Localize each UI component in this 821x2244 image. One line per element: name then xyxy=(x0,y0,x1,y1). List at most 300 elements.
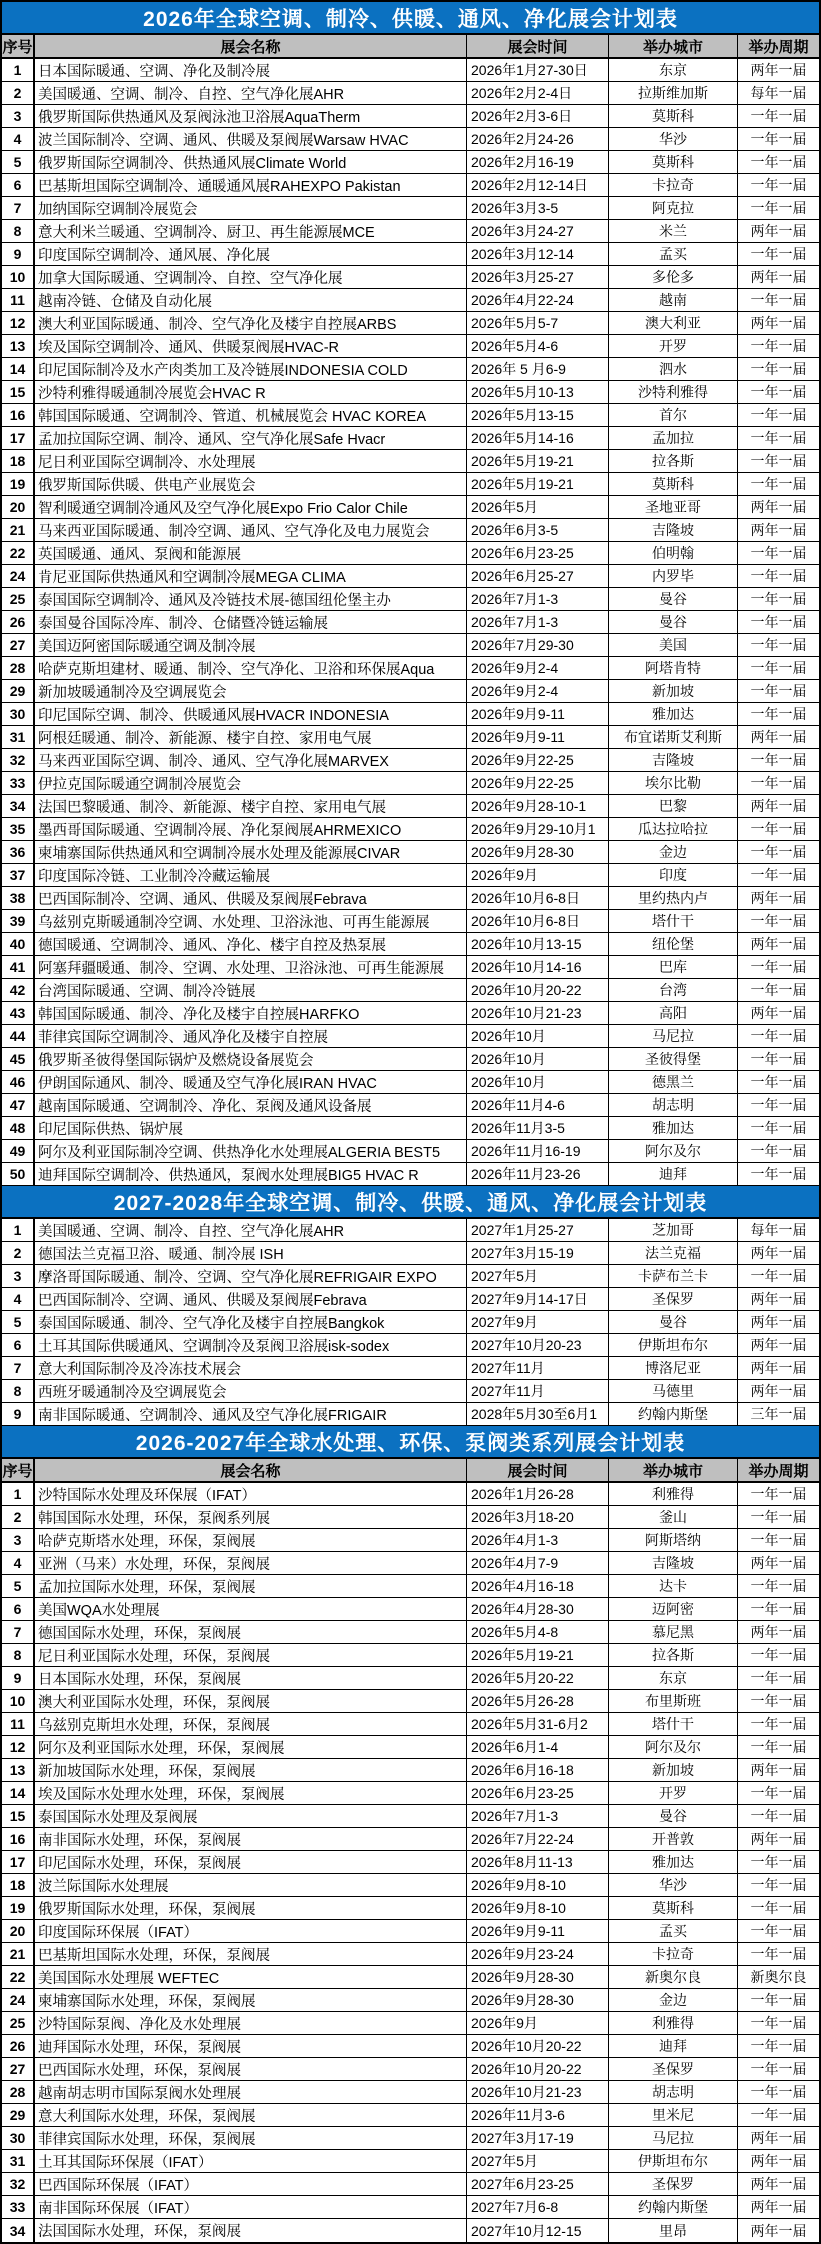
exhibition-date-cell: 2026年5月26-28 xyxy=(467,1690,609,1713)
row-number-cell: 8 xyxy=(2,220,35,243)
frequency-cell: 一年一届 xyxy=(738,749,819,772)
exhibition-date-cell: 2026年10月 xyxy=(467,1071,609,1094)
table-row xyxy=(2,1644,819,1667)
host-city-cell: 首尔 xyxy=(609,404,738,427)
row-number-cell: 4 xyxy=(2,1288,35,1311)
exhibition-name-cell: 越南胡志明市国际泵阀水处理展 xyxy=(35,2081,467,2104)
frequency-cell: 两年一届 xyxy=(738,1357,819,1380)
exhibition-date-cell: 2026年3月18-20 xyxy=(467,1506,609,1529)
exhibition-name-cell: 越南国际暖通、空调制冷、净化、泵阀及通风设备展 xyxy=(35,1094,467,1117)
frequency-cell: 一年一届 xyxy=(738,427,819,450)
exhibition-date-cell: 2026年9月 xyxy=(467,864,609,887)
table-row xyxy=(2,1002,819,1025)
exhibition-date-cell: 2027年9月14-17日 xyxy=(467,1288,609,1311)
frequency-cell: 一年一届 xyxy=(738,1989,819,2012)
host-city-cell: 曼谷 xyxy=(609,1311,738,1334)
row-number-cell: 38 xyxy=(2,887,35,910)
frequency-cell: 一年一届 xyxy=(738,634,819,657)
row-number-cell: 32 xyxy=(2,749,35,772)
exhibition-date-cell: 2027年5月 xyxy=(467,1265,609,1288)
host-city-cell: 多伦多 xyxy=(609,266,738,289)
frequency-cell: 一年一届 xyxy=(738,1897,819,1920)
table-row xyxy=(2,2104,819,2127)
frequency-cell: 两年一届 xyxy=(738,1621,819,1644)
table-row xyxy=(2,1048,819,1071)
host-city-cell: 高阳 xyxy=(609,1002,738,1025)
frequency-cell: 两年一届 xyxy=(738,220,819,243)
frequency-cell: 一年一届 xyxy=(738,2035,819,2058)
table-row xyxy=(2,1025,819,1048)
row-number-cell: 1 xyxy=(2,59,35,82)
host-city-cell: 莫斯科 xyxy=(609,1897,738,1920)
column-header-name: 展会名称 xyxy=(35,1459,467,1483)
host-city-cell: 吉隆坡 xyxy=(609,749,738,772)
row-number-cell: 9 xyxy=(2,1667,35,1690)
exhibition-name-cell: 巴西国际制冷、空调、通风、供暖及泵阀展Febrava xyxy=(35,1288,467,1311)
row-number-cell: 11 xyxy=(2,289,35,312)
table-row xyxy=(2,2196,819,2219)
table-row xyxy=(2,588,819,611)
exhibition-name-cell: 马来西亚国际暖通、制冷空调、通风、空气净化及电力展览会 xyxy=(35,519,467,542)
row-number-cell: 44 xyxy=(2,1025,35,1048)
exhibition-name-cell: 尼日利亚国际水处理，环保，泵阀展 xyxy=(35,1644,467,1667)
exhibition-date-cell: 2026年10月13-15 xyxy=(467,933,609,956)
exhibition-name-cell: 巴西国际环保展（IFAT） xyxy=(35,2173,467,2196)
exhibition-name-cell: 意大利国际水处理，环保，泵阀展 xyxy=(35,2104,467,2127)
table-row xyxy=(2,1943,819,1966)
host-city-cell: 澳大利亚 xyxy=(609,312,738,335)
exhibition-name-cell: 波兰国际制冷、空调、通风、供暖及泵阀展Warsaw HVAC xyxy=(35,128,467,151)
exhibition-date-cell: 2026年4月22-24 xyxy=(467,289,609,312)
exhibition-date-cell: 2026年2月24-26 xyxy=(467,128,609,151)
host-city-cell: 德黑兰 xyxy=(609,1071,738,1094)
exhibition-date-cell: 2026年10月14-16 xyxy=(467,956,609,979)
exhibition-date-cell: 2026年11月3-6 xyxy=(467,2104,609,2127)
row-number-cell: 22 xyxy=(2,1966,35,1989)
exhibition-name-cell: 埃及国际空调制冷、通风、供暖泵阀展HVAC-R xyxy=(35,335,467,358)
host-city-cell: 迪拜 xyxy=(609,2035,738,2058)
host-city-cell: 胡志明 xyxy=(609,1094,738,1117)
exhibition-name-cell: 台湾国际暖通、空调、制冷冷链展 xyxy=(35,979,467,1002)
host-city-cell: 圣彼得堡 xyxy=(609,1048,738,1071)
host-city-cell: 拉斯维加斯 xyxy=(609,82,738,105)
host-city-cell: 马德里 xyxy=(609,1380,738,1403)
row-number-cell: 7 xyxy=(2,1621,35,1644)
row-number-cell: 29 xyxy=(2,2104,35,2127)
table-row xyxy=(2,1357,819,1380)
exhibition-name-cell: 泰国曼谷国际冷库、制冷、仓储暨冷链运输展 xyxy=(35,611,467,634)
table-row xyxy=(2,2035,819,2058)
exhibition-date-cell: 2027年11月 xyxy=(467,1380,609,1403)
row-number-cell: 3 xyxy=(2,105,35,128)
exhibition-date-cell: 2026年5月19-21 xyxy=(467,450,609,473)
frequency-cell: 一年一届 xyxy=(738,1048,819,1071)
row-number-cell: 4 xyxy=(2,1552,35,1575)
row-number-cell: 49 xyxy=(2,1140,35,1163)
frequency-cell: 一年一届 xyxy=(738,1851,819,1874)
row-number-cell: 2 xyxy=(2,1506,35,1529)
row-number-cell: 9 xyxy=(2,243,35,266)
exhibition-name-cell: 德国法兰克福卫浴、暖通、制冷展 ISH xyxy=(35,1242,467,1265)
frequency-cell: 两年一届 xyxy=(738,726,819,749)
table-row xyxy=(2,496,819,519)
column-header-period: 举办周期 xyxy=(738,35,819,59)
table-row xyxy=(2,335,819,358)
frequency-cell: 一年一届 xyxy=(738,1920,819,1943)
frequency-cell: 两年一届 xyxy=(738,266,819,289)
exhibition-name-cell: 阿尔及利亚国际制冷空调、供热净化水处理展ALGERIA BEST5 xyxy=(35,1140,467,1163)
host-city-cell: 东京 xyxy=(609,1667,738,1690)
host-city-cell: 曼谷 xyxy=(609,611,738,634)
column-header-no: 序号 xyxy=(2,1459,35,1483)
frequency-cell: 一年一届 xyxy=(738,1575,819,1598)
row-number-cell: 33 xyxy=(2,772,35,795)
host-city-cell: 迈阿密 xyxy=(609,1598,738,1621)
exhibition-date-cell: 2026年7月1-3 xyxy=(467,1805,609,1828)
exhibition-date-cell: 2026年10月20-22 xyxy=(467,2035,609,2058)
frequency-cell: 两年一届 xyxy=(738,1334,819,1357)
table-row xyxy=(2,1265,819,1288)
host-city-cell: 吉隆坡 xyxy=(609,1552,738,1575)
exhibition-date-cell: 2026年5月31-6月2 xyxy=(467,1713,609,1736)
exhibition-name-cell: 意大利米兰暖通、空调制冷、厨卫、再生能源展MCE xyxy=(35,220,467,243)
exhibition-name-cell: 伊拉克国际暖通空调制冷展览会 xyxy=(35,772,467,795)
host-city-cell: 印度 xyxy=(609,864,738,887)
host-city-cell: 雅加达 xyxy=(609,1851,738,1874)
table-row xyxy=(2,542,819,565)
table-row xyxy=(2,2012,819,2035)
exhibition-date-cell: 2026年5月13-15 xyxy=(467,404,609,427)
host-city-cell: 伯明翰 xyxy=(609,542,738,565)
exhibition-name-cell: 日本国际暖通、空调、净化及制冷展 xyxy=(35,59,467,82)
row-number-cell: 10 xyxy=(2,1690,35,1713)
frequency-cell: 一年一届 xyxy=(738,1071,819,1094)
host-city-cell: 金边 xyxy=(609,841,738,864)
frequency-cell: 一年一届 xyxy=(738,2081,819,2104)
host-city-cell: 卡拉奇 xyxy=(609,174,738,197)
host-city-cell: 华沙 xyxy=(609,1874,738,1897)
table-row xyxy=(2,979,819,1002)
exhibition-name-cell: 韩国国际水处理，环保，泵阀系列展 xyxy=(35,1506,467,1529)
exhibition-name-cell: 埃及国际水处理水处理，环保，泵阀展 xyxy=(35,1782,467,1805)
exhibition-name-cell: 柬埔寨国际供热通风和空调制冷展水处理及能源展CIVAR xyxy=(35,841,467,864)
exhibition-name-cell: 印尼国际制冷及水产肉类加工及冷链展INDONESIA COLD xyxy=(35,358,467,381)
table-row xyxy=(2,473,819,496)
table-body xyxy=(2,35,819,1186)
exhibition-date-cell: 2026年11月23-26 xyxy=(467,1163,609,1186)
row-number-cell: 2 xyxy=(2,82,35,105)
exhibition-name-cell: 巴基斯坦国际水处理，环保，泵阀展 xyxy=(35,1943,467,1966)
table-row xyxy=(2,1828,819,1851)
table-row xyxy=(2,1094,819,1117)
exhibition-name-cell: 沙特国际泵阀、净化及水处理展 xyxy=(35,2012,467,2035)
exhibition-date-cell: 2026年7月22-24 xyxy=(467,1828,609,1851)
row-number-cell: 15 xyxy=(2,1805,35,1828)
host-city-cell: 开罗 xyxy=(609,335,738,358)
host-city-cell: 吉隆坡 xyxy=(609,519,738,542)
exhibition-name-cell: 澳大利亚国际暖通、制冷、空气净化及楼宇自控展ARBS xyxy=(35,312,467,335)
host-city-cell: 马尼拉 xyxy=(609,1025,738,1048)
host-city-cell: 里昂 xyxy=(609,2219,738,2242)
frequency-cell: 一年一届 xyxy=(738,243,819,266)
table-section-hvac-2026 xyxy=(2,2,819,1186)
exhibition-date-cell: 2026年11月4-6 xyxy=(467,1094,609,1117)
column-header-date: 展会时间 xyxy=(467,35,609,59)
table-row xyxy=(2,795,819,818)
row-number-cell: 19 xyxy=(2,1897,35,1920)
frequency-cell: 一年一届 xyxy=(738,1025,819,1048)
frequency-cell: 一年一届 xyxy=(738,1117,819,1140)
row-number-cell: 19 xyxy=(2,473,35,496)
row-number-cell: 4 xyxy=(2,128,35,151)
row-number-cell: 25 xyxy=(2,2012,35,2035)
column-header-row xyxy=(2,35,819,59)
exhibition-date-cell: 2026年9月9-11 xyxy=(467,1920,609,1943)
frequency-cell: 一年一届 xyxy=(738,1874,819,1897)
exhibition-date-cell: 2026年4月28-30 xyxy=(467,1598,609,1621)
exhibition-date-cell: 2026年10月 xyxy=(467,1048,609,1071)
exhibition-date-cell: 2026年2月2-4日 xyxy=(467,82,609,105)
exhibition-date-cell: 2026年4月1-3 xyxy=(467,1529,609,1552)
row-number-cell: 8 xyxy=(2,1380,35,1403)
exhibition-name-cell: 土耳其国际环保展（IFAT） xyxy=(35,2150,467,2173)
frequency-cell: 一年一届 xyxy=(738,772,819,795)
row-number-cell: 20 xyxy=(2,1920,35,1943)
exhibition-date-cell: 2026年5月14-16 xyxy=(467,427,609,450)
exhibition-name-cell: 印度国际冷链、工业制冷冷藏运输展 xyxy=(35,864,467,887)
host-city-cell: 拉各斯 xyxy=(609,450,738,473)
row-number-cell: 42 xyxy=(2,979,35,1002)
exhibition-date-cell: 2026年5月10-13 xyxy=(467,381,609,404)
exhibition-date-cell: 2026年9月29-10月1 xyxy=(467,818,609,841)
frequency-cell: 两年一届 xyxy=(738,933,819,956)
frequency-cell: 两年一届 xyxy=(738,496,819,519)
table-row xyxy=(2,59,819,82)
frequency-cell: 一年一届 xyxy=(738,1094,819,1117)
frequency-cell: 一年一届 xyxy=(738,565,819,588)
host-city-cell: 圣地亚哥 xyxy=(609,496,738,519)
exhibition-date-cell: 2026年9月28-10-1 xyxy=(467,795,609,818)
table-row xyxy=(2,1334,819,1357)
host-city-cell: 金边 xyxy=(609,1989,738,2012)
row-number-cell: 50 xyxy=(2,1163,35,1186)
exhibition-date-cell: 2026年10月21-23 xyxy=(467,1002,609,1025)
host-city-cell: 阿斯塔纳 xyxy=(609,1529,738,1552)
table-row xyxy=(2,1989,819,2012)
row-number-cell: 6 xyxy=(2,1598,35,1621)
row-number-cell: 37 xyxy=(2,864,35,887)
table-row xyxy=(2,1966,819,1989)
host-city-cell: 曼谷 xyxy=(609,588,738,611)
table-row xyxy=(2,128,819,151)
exhibition-date-cell: 2026年5月 xyxy=(467,496,609,519)
row-number-cell: 5 xyxy=(2,151,35,174)
exhibition-date-cell: 2026年10月 xyxy=(467,1025,609,1048)
exhibition-name-cell: 菲律宾国际水处理，环保，泵阀展 xyxy=(35,2127,467,2150)
frequency-cell: 一年一届 xyxy=(738,818,819,841)
row-number-cell: 48 xyxy=(2,1117,35,1140)
table-row xyxy=(2,1140,819,1163)
exhibition-name-cell: 美国暖通、空调、制冷、自控、空气净化展AHR xyxy=(35,1219,467,1242)
host-city-cell: 米兰 xyxy=(609,220,738,243)
table-row xyxy=(2,1667,819,1690)
exhibition-name-cell: 孟加拉国际空调、制冷、通风、空气净化展Safe Hvacr xyxy=(35,427,467,450)
exhibition-name-cell: 韩国国际暖通、制冷、净化及楼宇自控展HARFKO xyxy=(35,1002,467,1025)
exhibition-name-cell: 南非国际暖通、空调制冷、通风及空气净化展FRIGAIR xyxy=(35,1403,467,1426)
frequency-cell: 一年一届 xyxy=(738,1483,819,1506)
exhibition-date-cell: 2026年6月23-25 xyxy=(467,1782,609,1805)
host-city-cell: 圣保罗 xyxy=(609,2058,738,2081)
exhibition-date-cell: 2026年9月9-11 xyxy=(467,726,609,749)
exhibition-date-cell: 2027年3月17-19 xyxy=(467,2127,609,2150)
exhibition-name-cell: 哈萨克斯塔水处理，环保，泵阀展 xyxy=(35,1529,467,1552)
table-row xyxy=(2,611,819,634)
host-city-cell: 孟买 xyxy=(609,243,738,266)
row-number-cell: 13 xyxy=(2,335,35,358)
exhibition-date-cell: 2026年3月12-14 xyxy=(467,243,609,266)
exhibition-name-cell: 迪拜国际空调制冷、供热通风，泵阀水处理展BIG5 HVAC R xyxy=(35,1163,467,1186)
table-row xyxy=(2,887,819,910)
exhibition-date-cell: 2026年3月24-27 xyxy=(467,220,609,243)
host-city-cell: 曼谷 xyxy=(609,1805,738,1828)
frequency-cell: 一年一届 xyxy=(738,979,819,1002)
exhibition-date-cell: 2026年5月19-21 xyxy=(467,1644,609,1667)
table-title: 2026-2027年全球水处理、环保、泵阀类系列展会计划表 xyxy=(2,1426,819,1459)
host-city-cell: 雅加达 xyxy=(609,1117,738,1140)
table-row xyxy=(2,105,819,128)
exhibition-date-cell: 2026年5月20-22 xyxy=(467,1667,609,1690)
table-row xyxy=(2,2058,819,2081)
row-number-cell: 30 xyxy=(2,2127,35,2150)
exhibition-date-cell: 2026年9月2-4 xyxy=(467,680,609,703)
exhibition-name-cell: 加拿大国际暖通、空调制冷、自控、空气净化展 xyxy=(35,266,467,289)
table-row xyxy=(2,933,819,956)
row-number-cell: 16 xyxy=(2,404,35,427)
frequency-cell: 两年一届 xyxy=(738,2219,819,2242)
row-number-cell: 25 xyxy=(2,588,35,611)
table-body xyxy=(2,1459,819,2242)
row-number-cell: 3 xyxy=(2,1529,35,1552)
host-city-cell: 马尼拉 xyxy=(609,2127,738,2150)
host-city-cell: 新加坡 xyxy=(609,1759,738,1782)
exhibition-name-cell: 墨西哥国际暖通、空调制冷展、净化泵阀展AHRMEXICO xyxy=(35,818,467,841)
host-city-cell: 新奥尔良 xyxy=(609,1966,738,1989)
table-row xyxy=(2,1380,819,1403)
frequency-cell: 一年一届 xyxy=(738,128,819,151)
frequency-cell: 一年一届 xyxy=(738,2058,819,2081)
table-row xyxy=(2,956,819,979)
exhibition-date-cell: 2027年3月15-19 xyxy=(467,1242,609,1265)
exhibition-date-cell: 2026年9月 xyxy=(467,2012,609,2035)
exhibition-date-cell: 2026年7月1-3 xyxy=(467,611,609,634)
exhibition-date-cell: 2026年5月5-7 xyxy=(467,312,609,335)
exhibition-name-cell: 迪拜国际水处理，环保，泵阀展 xyxy=(35,2035,467,2058)
host-city-cell: 莫斯科 xyxy=(609,105,738,128)
frequency-cell: 一年一届 xyxy=(738,657,819,680)
row-number-cell: 32 xyxy=(2,2173,35,2196)
table-body xyxy=(2,1219,819,1426)
exhibition-name-cell: 阿根廷暖通、制冷、新能源、楼宇自控、家用电气展 xyxy=(35,726,467,749)
row-number-cell: 29 xyxy=(2,680,35,703)
table-row xyxy=(2,818,819,841)
frequency-cell: 两年一届 xyxy=(738,1552,819,1575)
exhibition-date-cell: 2026年5月19-21 xyxy=(467,473,609,496)
table-row xyxy=(2,197,819,220)
row-number-cell: 18 xyxy=(2,450,35,473)
exhibition-date-cell: 2026年9月8-10 xyxy=(467,1897,609,1920)
host-city-cell: 慕尼黑 xyxy=(609,1621,738,1644)
frequency-cell: 一年一届 xyxy=(738,841,819,864)
exhibition-date-cell: 2026年5月4-8 xyxy=(467,1621,609,1644)
frequency-cell: 两年一届 xyxy=(738,1288,819,1311)
frequency-cell: 两年一届 xyxy=(738,1759,819,1782)
table-row xyxy=(2,1621,819,1644)
table-row xyxy=(2,1288,819,1311)
row-number-cell: 7 xyxy=(2,197,35,220)
host-city-cell: 里约热内卢 xyxy=(609,887,738,910)
table-row xyxy=(2,1219,819,1242)
row-number-cell: 31 xyxy=(2,2150,35,2173)
exhibition-name-cell: 俄罗斯国际空调制冷、供热通风展Climate World xyxy=(35,151,467,174)
frequency-cell: 一年一届 xyxy=(738,1736,819,1759)
frequency-cell: 一年一届 xyxy=(738,473,819,496)
exhibition-name-cell: 乌兹别克斯坦水处理，环保，泵阀展 xyxy=(35,1713,467,1736)
frequency-cell: 两年一届 xyxy=(738,2150,819,2173)
exhibition-name-cell: 沙特利雅得暖通制冷展览会HVAC R xyxy=(35,381,467,404)
exhibition-name-cell: 新加坡国际水处理，环保，泵阀展 xyxy=(35,1759,467,1782)
table-row xyxy=(2,1897,819,1920)
exhibition-date-cell: 2026年7月29-30 xyxy=(467,634,609,657)
table-row xyxy=(2,1690,819,1713)
host-city-cell: 莫斯科 xyxy=(609,473,738,496)
exhibition-name-cell: 乌兹别克斯暖通制冷空调、水处理、卫浴泳池、可再生能源展 xyxy=(35,910,467,933)
exhibition-name-cell: 泰国国际暖通、制冷、空气净化及楼宇自控展Bangkok xyxy=(35,1311,467,1334)
table-row xyxy=(2,220,819,243)
row-number-cell: 12 xyxy=(2,312,35,335)
exhibition-date-cell: 2026年9月22-25 xyxy=(467,772,609,795)
table-row xyxy=(2,2150,819,2173)
row-number-cell: 3 xyxy=(2,1265,35,1288)
row-number-cell: 28 xyxy=(2,657,35,680)
exhibition-name-cell: 亚洲（马来）水处理，环保，泵阀展 xyxy=(35,1552,467,1575)
table-row xyxy=(2,1759,819,1782)
exhibition-date-cell: 2027年9月 xyxy=(467,1311,609,1334)
host-city-cell: 巴黎 xyxy=(609,795,738,818)
row-number-cell: 28 xyxy=(2,2081,35,2104)
frequency-cell: 两年一届 xyxy=(738,59,819,82)
table-row xyxy=(2,1483,819,1506)
host-city-cell: 越南 xyxy=(609,289,738,312)
host-city-cell: 拉各斯 xyxy=(609,1644,738,1667)
row-number-cell: 6 xyxy=(2,174,35,197)
exhibition-date-cell: 2026年10月20-22 xyxy=(467,2058,609,2081)
table-row xyxy=(2,1736,819,1759)
row-number-cell: 1 xyxy=(2,1219,35,1242)
column-header-name: 展会名称 xyxy=(35,35,467,59)
table-row xyxy=(2,657,819,680)
exhibition-name-cell: 印度国际环保展（IFAT） xyxy=(35,1920,467,1943)
host-city-cell: 沙特利雅得 xyxy=(609,381,738,404)
row-number-cell: 22 xyxy=(2,542,35,565)
host-city-cell: 内罗毕 xyxy=(609,565,738,588)
frequency-cell: 每年一届 xyxy=(738,82,819,105)
exhibition-name-cell: 阿尔及利亚国际水处理，环保，泵阀展 xyxy=(35,1736,467,1759)
exhibition-date-cell: 2028年5月30至6月1 xyxy=(467,1403,609,1426)
row-number-cell: 18 xyxy=(2,1874,35,1897)
frequency-cell: 新奥尔良 xyxy=(738,1966,819,1989)
exhibition-name-cell: 俄罗斯圣彼得堡国际锅炉及燃烧设备展览会 xyxy=(35,1048,467,1071)
row-number-cell: 45 xyxy=(2,1048,35,1071)
